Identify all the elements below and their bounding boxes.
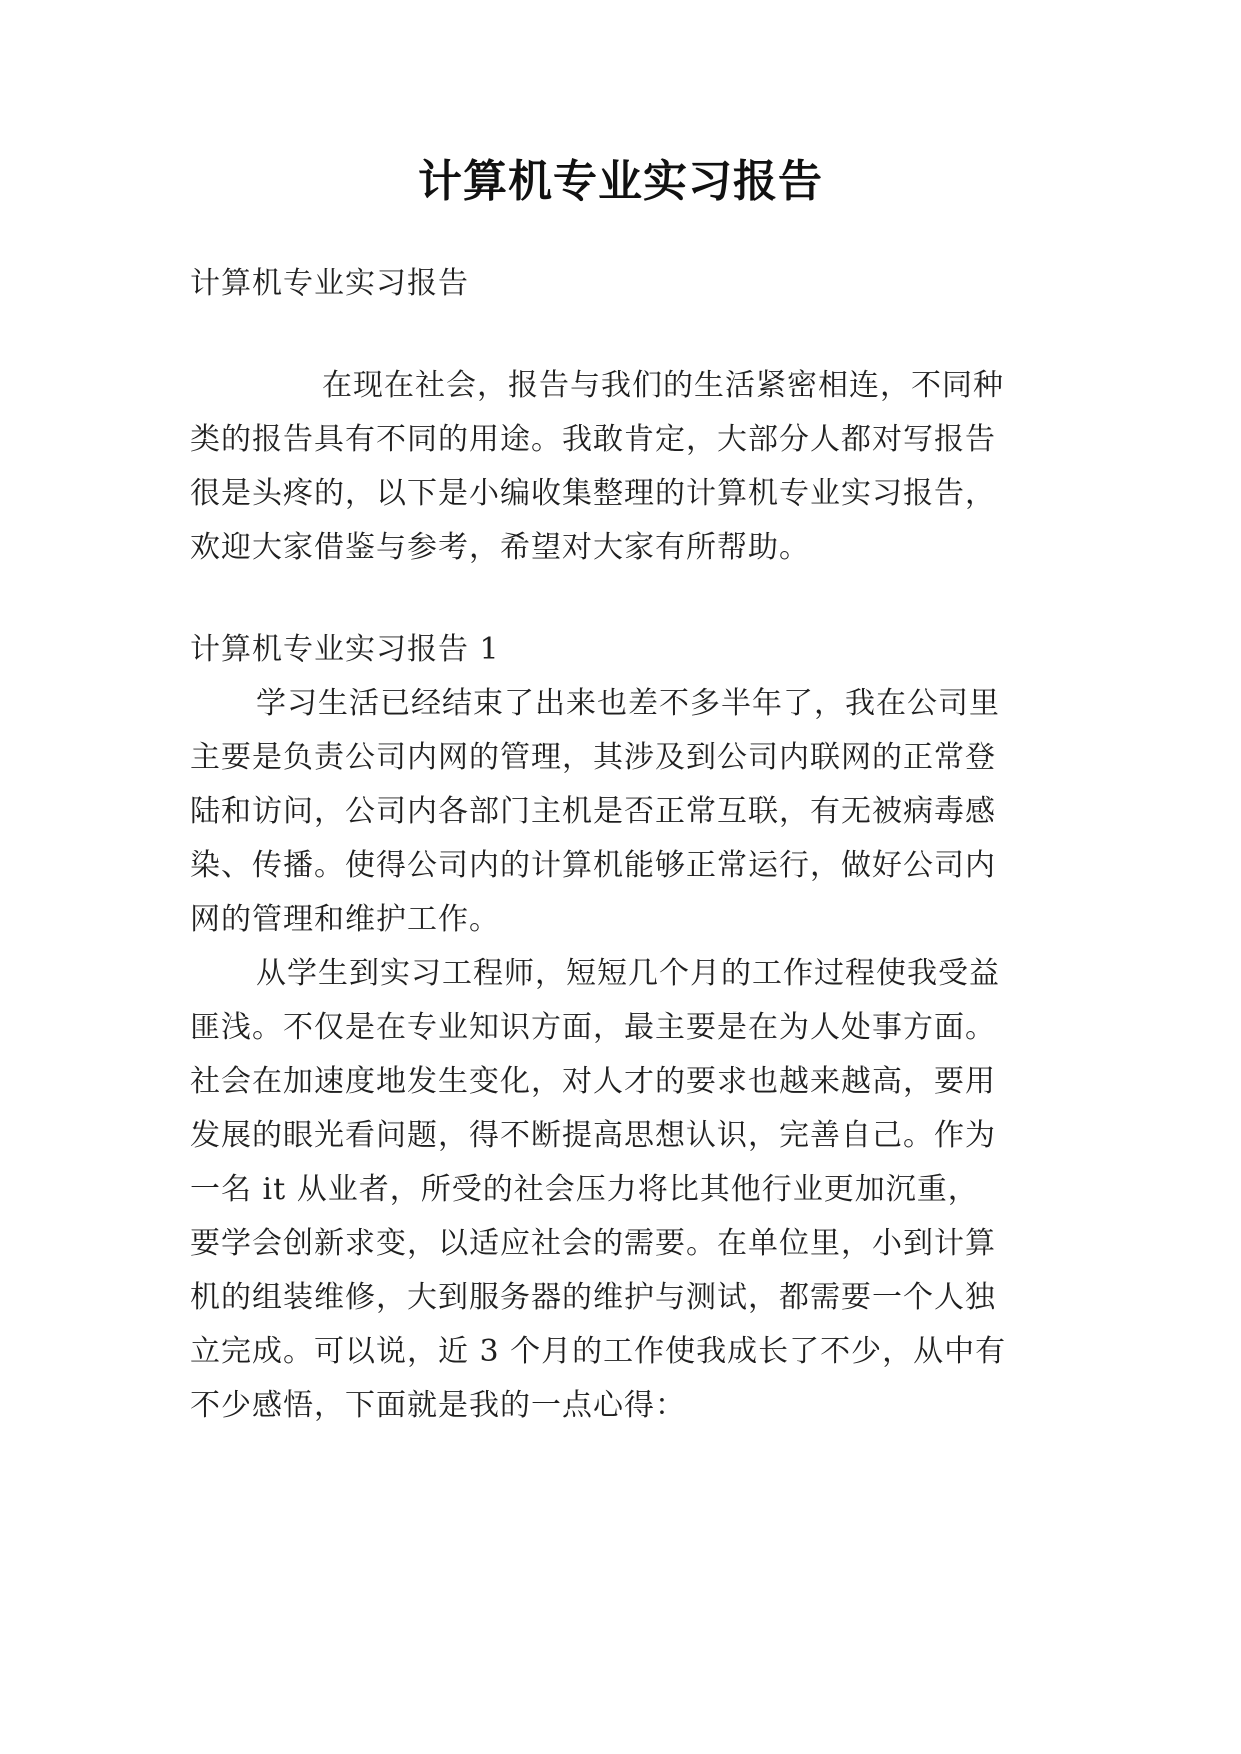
intro-line: 欢迎大家借鉴与参考，希望对大家有所帮助。: [190, 530, 810, 565]
section-heading: 计算机专业实习报告 1: [190, 632, 500, 667]
paragraph-line: 匪浅。不仅是在专业知识方面，最主要是在为人处事方面。: [190, 1010, 996, 1045]
paragraph-line: 要学会创新求变，以适应社会的需要。在单位里，小到计算: [190, 1226, 996, 1261]
paragraph-line: 网的管理和维护工作。: [190, 902, 500, 937]
paragraph-line: 社会在加速度地发生变化，对人才的要求也越来越高，要用: [190, 1064, 996, 1099]
paragraph-line: 主要是负责公司内网的管理，其涉及到公司内联网的正常登: [190, 740, 996, 775]
document-subtitle: 计算机专业实习报告: [190, 266, 469, 301]
paragraph-line: 从学生到实习工程师，短短几个月的工作过程使我受益: [256, 956, 1000, 991]
paragraph-line: 一名 it 从业者，所受的社会压力将比其他行业更加沉重，: [190, 1172, 979, 1207]
intro-line: 类的报告具有不同的用途。我敢肯定，大部分人都对写报告: [190, 422, 996, 457]
paragraph-line: 发展的眼光看问题，得不断提高思想认识，完善自己。作为: [190, 1118, 996, 1153]
paragraph-line: 陆和访问，公司内各部门主机是否正常互联，有无被病毒感: [190, 794, 996, 829]
paragraph-line: 学习生活已经结束了出来也差不多半年了，我在公司里: [256, 686, 1000, 721]
intro-line: 在现在社会，报告与我们的生活紧密相连，不同种: [322, 368, 1004, 403]
paragraph-line: 染、传播。使得公司内的计算机能够正常运行，做好公司内: [190, 848, 996, 883]
intro-line: 很是头疼的，以下是小编收集整理的计算机专业实习报告，: [190, 476, 996, 511]
paragraph-line: 立完成。可以说，近 3 个月的工作使我成长了不少，从中有: [190, 1334, 1007, 1369]
document-title: 计算机专业实习报告: [418, 156, 823, 207]
paragraph-line: 机的组装维修，大到服务器的维护与测试，都需要一个人独: [190, 1280, 996, 1315]
paragraph-line: 不少感悟，下面就是我的一点心得：: [190, 1388, 686, 1423]
